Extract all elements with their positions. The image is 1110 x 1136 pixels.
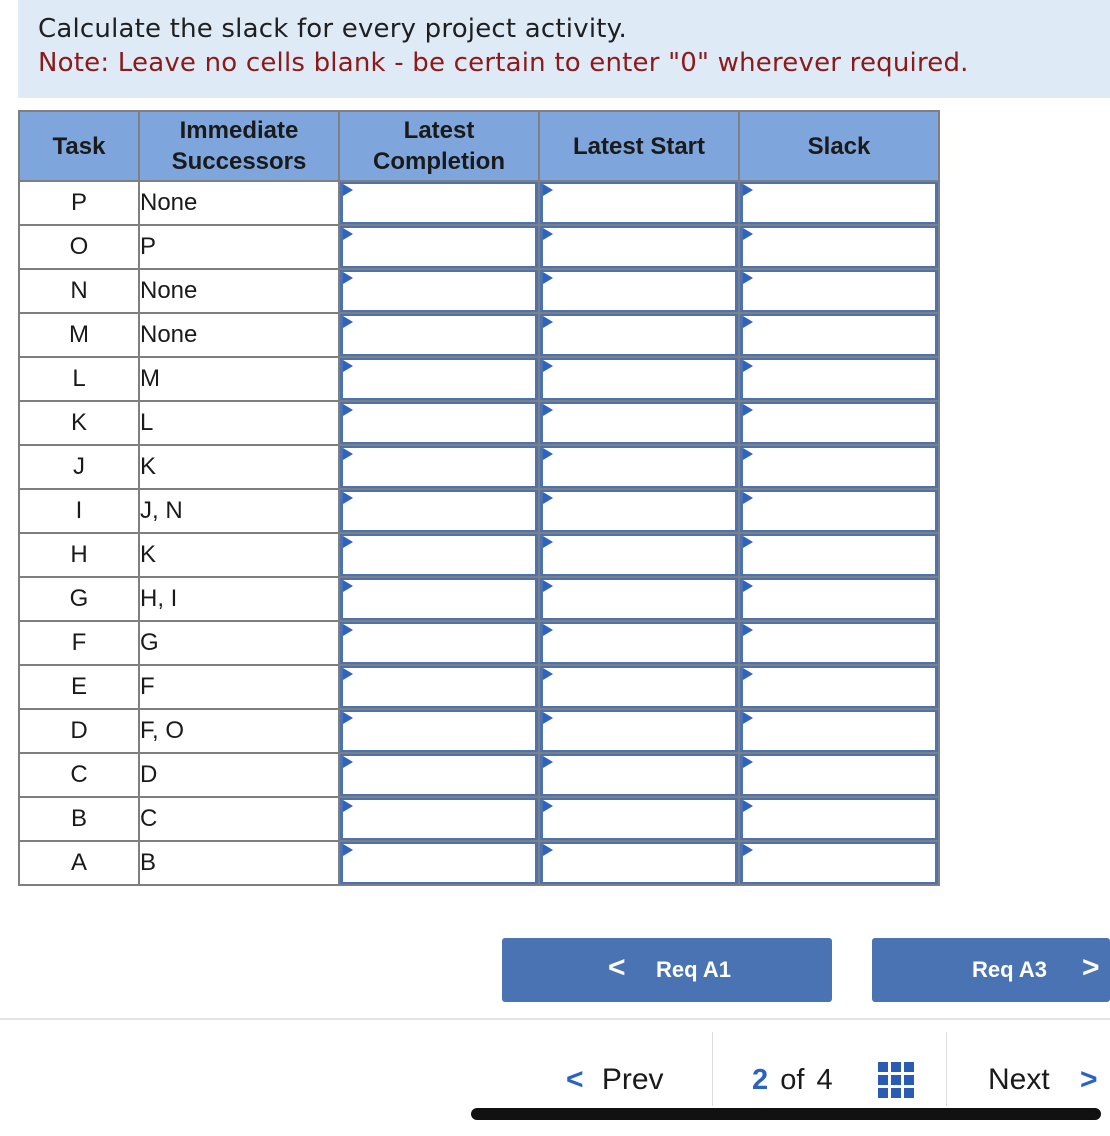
latest-start-input-cell xyxy=(539,709,739,753)
latest-completion-input[interactable] xyxy=(343,316,535,354)
footer-separator xyxy=(712,1032,713,1106)
latest-completion-input-cell xyxy=(339,797,539,841)
slack-input[interactable] xyxy=(743,404,935,442)
slack-input[interactable] xyxy=(743,668,935,706)
table-header-row xyxy=(19,111,939,181)
task-cell: F xyxy=(19,621,139,665)
header-latest-completion-line2: Completion xyxy=(373,148,505,175)
latest-start-input[interactable] xyxy=(543,228,735,266)
table-body xyxy=(19,181,939,885)
page-indicator xyxy=(752,1060,833,1100)
slack-input[interactable] xyxy=(743,580,935,618)
latest-completion-input-cell xyxy=(339,401,539,445)
latest-start-input-cell xyxy=(539,225,739,269)
footer-divider xyxy=(0,1018,1110,1020)
successors-cell: J, N xyxy=(139,489,339,533)
header-slack: Slack xyxy=(739,111,939,181)
table-row xyxy=(19,181,939,225)
chevron-right-icon: > xyxy=(1080,1063,1098,1096)
latest-completion-input[interactable] xyxy=(343,712,535,750)
latest-start-input[interactable] xyxy=(543,404,735,442)
table-row xyxy=(19,665,939,709)
chevron-left-icon: < xyxy=(608,951,626,984)
slack-input[interactable] xyxy=(743,492,935,530)
latest-start-input[interactable] xyxy=(543,272,735,310)
latest-completion-input-cell xyxy=(339,753,539,797)
latest-start-input[interactable] xyxy=(543,756,735,794)
header-immediate-successors xyxy=(139,111,339,181)
header-latest-completion xyxy=(339,111,539,181)
header-successors-line1: Immediate xyxy=(179,117,299,144)
latest-start-input-cell xyxy=(539,489,739,533)
latest-completion-input[interactable] xyxy=(343,536,535,574)
slack-input[interactable] xyxy=(743,800,935,838)
latest-start-input[interactable] xyxy=(543,580,735,618)
latest-completion-input[interactable] xyxy=(343,800,535,838)
task-cell: D xyxy=(19,709,139,753)
successors-cell: L xyxy=(139,401,339,445)
latest-start-input-cell xyxy=(539,181,739,225)
latest-start-input-cell xyxy=(539,577,739,621)
slack-input-cell xyxy=(739,577,939,621)
slack-input[interactable] xyxy=(743,844,935,882)
table-row xyxy=(19,445,939,489)
slack-input[interactable] xyxy=(743,316,935,354)
instruction-text: Calculate the slack for every project activity. xyxy=(38,14,627,44)
table-row xyxy=(19,753,939,797)
task-cell: N xyxy=(19,269,139,313)
latest-completion-input[interactable] xyxy=(343,184,535,222)
slack-input-cell xyxy=(739,753,939,797)
table-row xyxy=(19,797,939,841)
latest-completion-input-cell xyxy=(339,489,539,533)
latest-completion-input[interactable] xyxy=(343,668,535,706)
latest-completion-input-cell xyxy=(339,313,539,357)
slack-input-cell xyxy=(739,533,939,577)
req-a1-label: Req A1 xyxy=(656,957,731,982)
latest-start-input-cell xyxy=(539,753,739,797)
latest-completion-input[interactable] xyxy=(343,404,535,442)
next-label: Next xyxy=(988,1063,1050,1096)
latest-completion-input[interactable] xyxy=(343,756,535,794)
latest-start-input-cell xyxy=(539,797,739,841)
successors-cell: P xyxy=(139,225,339,269)
latest-start-input[interactable] xyxy=(543,712,735,750)
latest-completion-input-cell xyxy=(339,533,539,577)
header-latest-start: Latest Start xyxy=(539,111,739,181)
latest-completion-input[interactable] xyxy=(343,448,535,486)
slack-input-cell xyxy=(739,841,939,885)
latest-start-input-cell xyxy=(539,401,739,445)
latest-start-input[interactable] xyxy=(543,800,735,838)
slack-input-cell xyxy=(739,489,939,533)
latest-completion-input[interactable] xyxy=(343,360,535,398)
table-row xyxy=(19,401,939,445)
task-cell: B xyxy=(19,797,139,841)
table-row xyxy=(19,577,939,621)
latest-start-input-cell xyxy=(539,445,739,489)
slack-input[interactable] xyxy=(743,184,935,222)
page-total: 4 xyxy=(816,1064,833,1096)
task-cell: G xyxy=(19,577,139,621)
table-row xyxy=(19,621,939,665)
header-task: Task xyxy=(19,111,139,181)
instructions-banner xyxy=(18,0,1110,98)
req-a3-button[interactable] xyxy=(872,938,1110,1002)
latest-completion-input[interactable] xyxy=(343,228,535,266)
footer-separator xyxy=(946,1032,947,1106)
latest-completion-input-cell xyxy=(339,181,539,225)
task-cell: O xyxy=(19,225,139,269)
latest-completion-input-cell xyxy=(339,269,539,313)
latest-start-input-cell xyxy=(539,357,739,401)
successors-cell: None xyxy=(139,181,339,225)
header-latest-completion-line1: Latest xyxy=(403,117,475,144)
header-successors-line2: Successors xyxy=(171,148,307,175)
slack-input[interactable] xyxy=(743,360,935,398)
latest-start-input-cell xyxy=(539,533,739,577)
slack-input-cell xyxy=(739,797,939,841)
successors-cell: D xyxy=(139,753,339,797)
latest-completion-input-cell xyxy=(339,225,539,269)
latest-start-input-cell xyxy=(539,841,739,885)
page-current: 2 xyxy=(752,1064,769,1096)
task-cell: H xyxy=(19,533,139,577)
latest-start-input-cell xyxy=(539,313,739,357)
slack-input-cell xyxy=(739,621,939,665)
slack-input-cell xyxy=(739,313,939,357)
slack-input[interactable] xyxy=(743,448,935,486)
slack-input-cell xyxy=(739,181,939,225)
prev-label: Prev xyxy=(601,1063,664,1096)
latest-start-input[interactable] xyxy=(543,492,735,530)
task-cell: P xyxy=(19,181,139,225)
successors-cell: K xyxy=(139,445,339,489)
latest-completion-input-cell xyxy=(339,357,539,401)
successors-cell: B xyxy=(139,841,339,885)
successors-cell: C xyxy=(139,797,339,841)
successors-cell: G xyxy=(139,621,339,665)
latest-start-input[interactable] xyxy=(543,360,735,398)
table-row xyxy=(19,269,939,313)
successors-cell: None xyxy=(139,313,339,357)
slack-input-cell xyxy=(739,269,939,313)
task-cell: K xyxy=(19,401,139,445)
task-cell: J xyxy=(19,445,139,489)
latest-completion-input[interactable] xyxy=(343,580,535,618)
latest-completion-input-cell xyxy=(339,665,539,709)
slack-input-cell xyxy=(739,709,939,753)
latest-start-input[interactable] xyxy=(543,448,735,486)
latest-start-input[interactable] xyxy=(543,536,735,574)
table-row xyxy=(19,709,939,753)
latest-start-input-cell xyxy=(539,269,739,313)
successors-cell: K xyxy=(139,533,339,577)
next-button[interactable] xyxy=(988,1060,1098,1100)
scrollbar[interactable] xyxy=(471,1108,1101,1120)
req-a3-label: Req A3 xyxy=(972,957,1047,982)
latest-start-input[interactable] xyxy=(543,844,735,882)
latest-completion-input-cell xyxy=(339,621,539,665)
slack-input[interactable] xyxy=(743,228,935,266)
slack-input-cell xyxy=(739,401,939,445)
chevron-left-icon: < xyxy=(566,1063,584,1096)
task-cell: E xyxy=(19,665,139,709)
latest-completion-input[interactable] xyxy=(343,844,535,882)
latest-start-input[interactable] xyxy=(543,624,735,662)
page-of: of xyxy=(780,1064,805,1096)
task-cell: I xyxy=(19,489,139,533)
question-grid-icon[interactable] xyxy=(878,1062,914,1098)
task-cell: A xyxy=(19,841,139,885)
slack-input[interactable] xyxy=(743,756,935,794)
slack-input[interactable] xyxy=(743,536,935,574)
latest-completion-input[interactable] xyxy=(343,492,535,530)
latest-completion-input-cell xyxy=(339,445,539,489)
slack-input-cell xyxy=(739,665,939,709)
latest-completion-input-cell xyxy=(339,841,539,885)
slack-input[interactable] xyxy=(743,712,935,750)
table-row xyxy=(19,357,939,401)
instruction-note: Note: Leave no cells blank - be certain to enter "0" wherever required. xyxy=(38,48,969,78)
slack-input-cell xyxy=(739,357,939,401)
latest-start-input-cell xyxy=(539,621,739,665)
prev-button[interactable] xyxy=(566,1060,664,1100)
task-cell: M xyxy=(19,313,139,357)
successors-cell: H, I xyxy=(139,577,339,621)
slack-input-cell xyxy=(739,445,939,489)
table-row xyxy=(19,489,939,533)
slack-input[interactable] xyxy=(743,624,935,662)
latest-completion-input-cell xyxy=(339,709,539,753)
latest-start-input[interactable] xyxy=(543,668,735,706)
latest-start-input[interactable] xyxy=(543,316,735,354)
chevron-right-icon: > xyxy=(1082,951,1100,984)
successors-cell: F xyxy=(139,665,339,709)
latest-completion-input[interactable] xyxy=(343,272,535,310)
task-cell: L xyxy=(19,357,139,401)
slack-input-cell xyxy=(739,225,939,269)
latest-completion-input-cell xyxy=(339,577,539,621)
task-cell: C xyxy=(19,753,139,797)
slack-input[interactable] xyxy=(743,272,935,310)
successors-cell: M xyxy=(139,357,339,401)
slack-table xyxy=(18,110,940,886)
successors-cell: F, O xyxy=(139,709,339,753)
successors-cell: None xyxy=(139,269,339,313)
table-row xyxy=(19,313,939,357)
table-row xyxy=(19,533,939,577)
table-row xyxy=(19,841,939,885)
latest-start-input-cell xyxy=(539,665,739,709)
latest-completion-input[interactable] xyxy=(343,624,535,662)
latest-start-input[interactable] xyxy=(543,184,735,222)
req-a1-button[interactable] xyxy=(502,938,832,1002)
table-row xyxy=(19,225,939,269)
